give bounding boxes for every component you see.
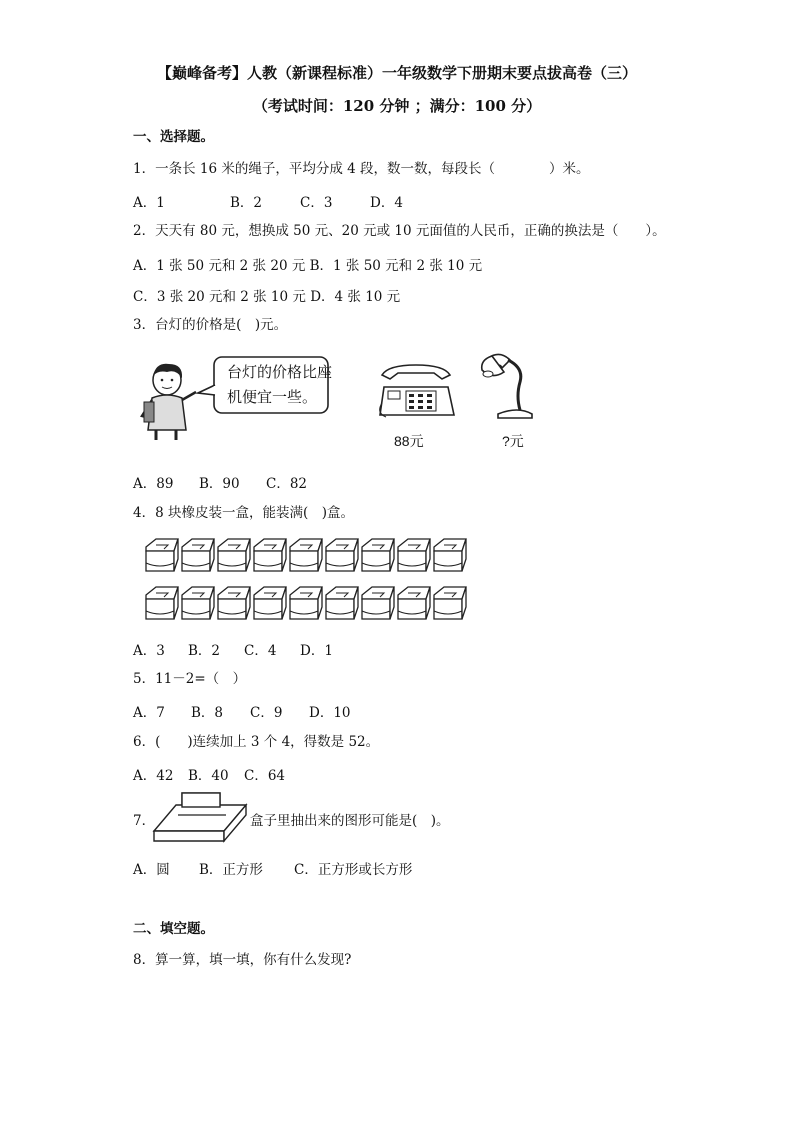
- eraser-icon: [146, 587, 178, 619]
- section-heading-fill: 二、填空题。: [133, 921, 214, 937]
- q1-option-c: C．3: [300, 195, 333, 211]
- eraser-icon: [218, 587, 250, 619]
- q7-option-b: B．正方形: [199, 862, 263, 878]
- question-7-number: 7．: [133, 813, 156, 829]
- question-8: 8．算一算，填一填，你有什么发现?: [133, 952, 352, 968]
- eraser-icon: [290, 587, 322, 619]
- q2-options-cd: C．3 张 20 元和 2 张 10 元 D．4 张 10 元: [133, 289, 401, 305]
- question-3: 3．台灯的价格是( )元。: [133, 317, 288, 333]
- speech-line-1: 台灯的价格比座: [227, 363, 333, 381]
- question-6: 6．( )连续加上 3 个 4，得数是 52。: [133, 734, 380, 750]
- q4-option-b: B．2: [188, 643, 221, 659]
- eraser-icon: [218, 539, 250, 571]
- q1-option-b: B．2: [230, 195, 263, 211]
- eraser-icon: [398, 539, 430, 571]
- lamp-price: ?元: [502, 433, 524, 449]
- q7-option-a: A．圆: [133, 862, 170, 878]
- question-2: 2．天天有 80 元，想换成 50 元、20 元或 10 元面值的人民币，正确的换法是（ ）。: [133, 223, 666, 239]
- speech-line-2: 机便宜一些。: [227, 388, 318, 406]
- eraser-icon: [326, 539, 358, 571]
- q3-option-b: B．90: [199, 476, 240, 492]
- desk-lamp-icon: [474, 350, 534, 422]
- question-7: 盒子里抽出来的图形可能是( )。: [250, 813, 450, 829]
- eraser-icon: [362, 587, 394, 619]
- eraser-icon: [398, 587, 430, 619]
- q4-option-c: C．4: [244, 643, 277, 659]
- question-1: 1．一条长 16 米的绳子，平均分成 4 段，数一数，每段长（ ）米。: [133, 161, 590, 177]
- phone-price: 88元: [394, 433, 424, 449]
- q5-option-b: B．8: [191, 705, 224, 721]
- eraser-icon: [254, 587, 286, 619]
- q1-option-a: A．1: [133, 195, 165, 211]
- q5-option-c: C．9: [250, 705, 283, 721]
- q6-option-c: C．64: [244, 768, 286, 784]
- q2-options-ab: A．1 张 50 元和 2 张 20 元 B．1 张 50 元和 2 张 10 元: [133, 258, 483, 274]
- eraser-icon: [362, 539, 394, 571]
- eraser-icon: [326, 587, 358, 619]
- exam-info: （考试时间：120 分钟 ；满分：100 分）: [252, 97, 542, 115]
- q5-option-d: D．10: [309, 705, 351, 721]
- eraser-icon: [290, 539, 322, 571]
- q4-option-d: D．1: [300, 643, 333, 659]
- q5-option-a: A．7: [133, 705, 165, 721]
- q3-option-c: C．82: [266, 476, 308, 492]
- q1-option-d: D．4: [370, 195, 403, 211]
- section-heading-choice: 一、选择题。: [133, 129, 214, 145]
- question-5: 5．11－2=（ ）: [133, 671, 247, 687]
- boy-figure: [134, 360, 204, 440]
- telephone-icon: [378, 363, 456, 421]
- q6-option-b: B．40: [188, 768, 229, 784]
- erasers-illustration: [140, 535, 480, 627]
- eraser-icon: [434, 539, 466, 571]
- page-title: 【巅峰备考】人教（新课程标准）一年级数学下册期末要点拔高卷（三）: [156, 64, 637, 82]
- q7-option-c: C．正方形或长方形: [294, 862, 413, 878]
- q4-option-a: A．3: [133, 643, 165, 659]
- eraser-icon: [254, 539, 286, 571]
- eraser-icon: [182, 587, 214, 619]
- question-4: 4．8 块橡皮装一盒，能装满( )盒。: [133, 505, 355, 521]
- eraser-icon: [434, 587, 466, 619]
- eraser-icon: [182, 539, 214, 571]
- box-with-shape-icon: [150, 791, 250, 843]
- q3-option-a: A．89: [133, 476, 174, 492]
- eraser-icon: [146, 539, 178, 571]
- q6-option-a: A．42: [133, 768, 174, 784]
